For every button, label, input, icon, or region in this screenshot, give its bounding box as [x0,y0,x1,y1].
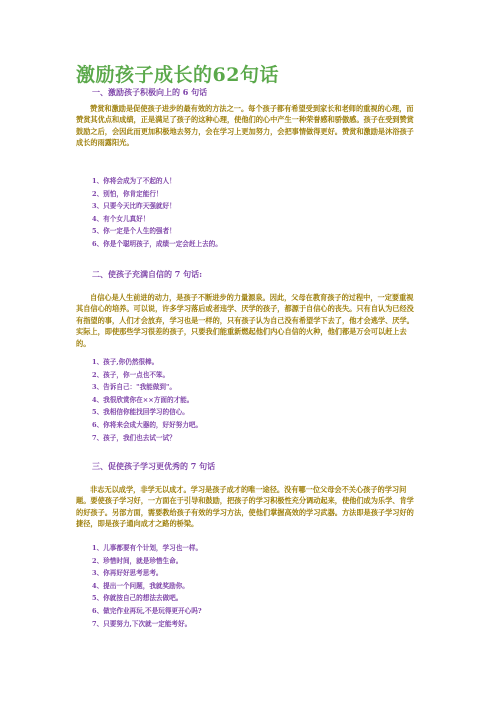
section-paragraph-3: 非志无以成学，非学无以成才。学习是孩子成才的唯一途径。没有哪一位父母会不关心孩子的学习问题。要使孩子学习好，一方面在于引导和鼓励，把孩子的学习积极性充分调动起来，使他们成为乐学、肯学的好孩子。另部方面，需要教给孩子有效的学习方法，使他们掌握高效的学习武器。方法即是孩子学习好的捷径，即是孩子通向成才之路的桥梁。 [76,485,414,529]
list-item: 2、珍惜时间，就是珍惜生命。 [92,556,183,565]
section-heading-3: 三、促使孩子学习更优秀的 7 句话 [92,461,216,471]
list-item: 5、你一定是个人生的强者！ [92,227,176,236]
list-item: 3、告诉自己："我能做到"。 [92,383,176,392]
list-item: 7、孩子，我们也去试一试？ [92,433,176,442]
list-item: 3、你再好好思考思考。 [92,569,163,578]
list-item: 1、儿事都要有个计划，学习也一样。 [92,544,203,552]
list-item: 1、孩子,你仍然很棒。 [92,358,159,366]
section-paragraph-2: 自信心是人生前进的动力，是孩子不断进步的力量源泉。因此，父母在教育孩子的过程中，一定要重视其自信心的培养。可以说，许多学习落后或者违学、厌学的孩子，都源于自信心的丧失。只有自认为已经没有指望的事，人们才会放弃，学习也是一样的，只有孩子认为自己没有希望学下去了，他才会逃学、厌学。实际上，即使那些学习很差的孩子，只要我们能重新燃起他们内心自信的火种，他们都是万会可以赶上去的。 [76,293,414,348]
list-item: 5、我相信你能找回学习的信心。 [92,408,189,417]
list-item: 7、只要努力,下次就一定能考好。 [92,619,192,628]
list-item: 4、提出一个问题，我就奖励你。 [92,581,189,590]
list-item: 3、只要今天比昨天强就好！ [92,202,176,211]
list-item: 6、你是个聪明孩子，成绩一定会赶上去的。 [92,239,222,248]
document-title: 激励孩子成长的62句话 [76,64,279,86]
section-list-3 [92,542,202,630]
list-item: 5、你就按自己的想法去做吧。 [92,594,183,603]
list-item: 2、孩子，你一点也不笨。 [92,370,170,379]
list-item: 4、我很欣赏你在××方面的才能。 [92,395,194,404]
list-item: 6、做完作业再玩,不是玩得更开心吗? [92,606,202,615]
list-item: 4、有个女儿真好！ [92,214,150,223]
section-list-2 [92,356,202,444]
list-item: 1、你将会成为了不起的人！ [92,177,176,185]
section-heading-1: 一、激励孩子积极向上的 6 句话 [92,87,208,97]
section-heading-2: 二、使孩子充满自信的 7 句话: [92,269,203,279]
list-item: 2、别怕，你肯定能行！ [92,189,163,198]
section-list-1 [92,175,222,251]
list-item: 6、你将来会成大器的，好好努力吧。 [92,420,203,429]
section-paragraph-1: 赞赏和激励是促使孩子进步的最有效的方法之一。每个孩子都有希望受到家长和老师的重视的心理，而赞赏其优点和成绩，正是满足了孩子的这种心理，使他们的心中产生一种荣誉感和骄傲感。孩子在受到赞赏鼓励之后，会因此而更加积极地去努力，会在学习上更加努力，会把事情做得更好。赞赏和激励是沐浴孩子成长的雨露阳光。 [76,104,414,148]
